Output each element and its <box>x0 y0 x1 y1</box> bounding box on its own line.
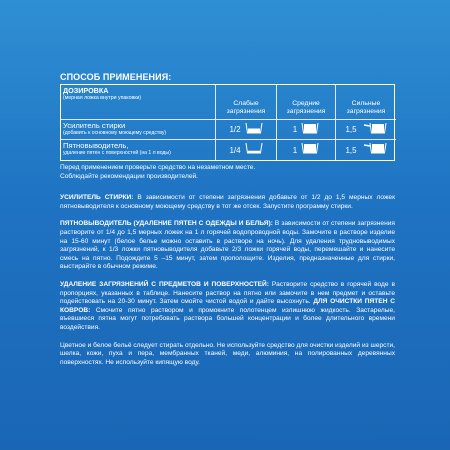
section-stain-removal <box>60 220 395 272</box>
measuring-cup-icon <box>361 141 387 159</box>
dose-cell <box>336 140 396 160</box>
dose-cell <box>277 120 336 140</box>
dosage-header: ДОЗИРОВКА <box>63 86 109 95</box>
dose-cell <box>336 120 396 140</box>
dosage-header-note: (мерная ложка внутри упаковки) <box>63 95 142 101</box>
section-text: В зависимости от степени загрязнения растворите от 1/4 до 1,5 мерных ложек на 1 л горячей водопроводной воды. Замочите в растворе изделие на 15-60 минут (белое белье можно оставить в растворе на ночь). Для удаления трудновыводимых загрязнений, к 1/3 ложки пятновыводителя добавьте 2/3 ложки горячей воды, перемешайте и нанесите смесь на пятно. Подождите 5 –15 минут, затем прополощите. Изделия, предназначенные для стирки, выстирайте в обычном режиме. <box>60 220 395 271</box>
dose-value: 1/2 <box>229 125 241 134</box>
section-heading: УСИЛИТЕЛЬ СТИРКИ: <box>60 194 134 202</box>
section-surfaces <box>60 281 395 333</box>
section-title: СПОСОБ ПРИМЕНЕНИЯ: <box>60 72 172 82</box>
instructions-panel <box>60 72 395 367</box>
column-header-medium: Средние загрязнения <box>277 85 336 120</box>
dose-cell <box>216 120 277 140</box>
row-label-booster: Усилитель стирки (добавить к основному моющему средству) <box>61 120 216 140</box>
dose-value: 1,5 <box>345 145 357 155</box>
dose-value: 1 <box>292 145 298 155</box>
precaution-note: Соблюдайте рекомендации производителей. <box>60 172 199 180</box>
section-text: Растворите средство в горячей воде в пропорциях, указанных в таблице. Нанесите раствор на пятно или замочите в нем предмет и оставьте подействовать на 20-30 минут. Затем смойте чистой водой и дайте высохнуть. <box>60 280 396 306</box>
section-text: Цветное и белое бельё следует стирать отдельно. Не используйте средство для очистки изделий из шерсти, шелка, кожи, пуха и пера, мембранных тканей, меди, алюминия, на полированных деревянных поверхностях. Не используйте кипящую воду. <box>60 341 395 366</box>
section-booster <box>60 194 395 211</box>
column-header-light: Слабые загрязнения <box>216 85 277 120</box>
row-label-stain-remover: Пятновыводитель, удаление пятен с поверхностей (на 1 л воды) <box>61 140 216 160</box>
section-heading: ПЯТНОВЫВОДИТЕЛЬ (УДАЛЕНИЕ ПЯТЕН С ОДЕЖДЫ И БЕЛЬЯ): <box>60 220 273 228</box>
measuring-cup-icon <box>245 141 263 159</box>
section-warnings <box>60 342 395 368</box>
section-text: Смочите пятно раствором и промокните полотенцем излишнюю жидкость. Застарелые, въевшиеся пятна могут потребовать раствора большей концентрации и более длительного времени воздействия. <box>60 306 395 331</box>
section-heading: УДАЛЕНИЕ ЗАГРЯЗНЕНИЙ С ПРЕДМЕТОВ И ПОВЕРХНОСТЕЙ: <box>60 280 269 288</box>
precaution-note: Перед применением проверьте средство на незаметном месте. <box>60 164 256 171</box>
measuring-cup-icon <box>301 141 319 159</box>
section-text: В зависимости от степени загрязнения добавьте от 1/2 до 1,5 мерных ложек пятновыводителя к основному моющему средству в тот же отсек. Запустите программу стирки. <box>60 194 395 210</box>
dose-cell <box>216 140 277 160</box>
dose-value: 1/4 <box>229 145 241 155</box>
measuring-cup-icon <box>245 121 263 139</box>
section-heading: ДЛЯ ОЧИСТКИ ПЯТЕН С КОВРОВ: <box>60 298 395 314</box>
measuring-cup-icon <box>301 121 319 139</box>
measuring-cup-icon <box>361 121 387 139</box>
dose-cell <box>277 140 336 160</box>
dose-value: 1,5 <box>345 125 357 134</box>
dosage-table <box>60 84 395 161</box>
precaution-notes <box>60 164 395 181</box>
column-header-heavy: Сильные загрязнения <box>336 85 396 120</box>
dosage-header-cell <box>61 85 216 120</box>
dose-value: 1 <box>292 125 298 134</box>
